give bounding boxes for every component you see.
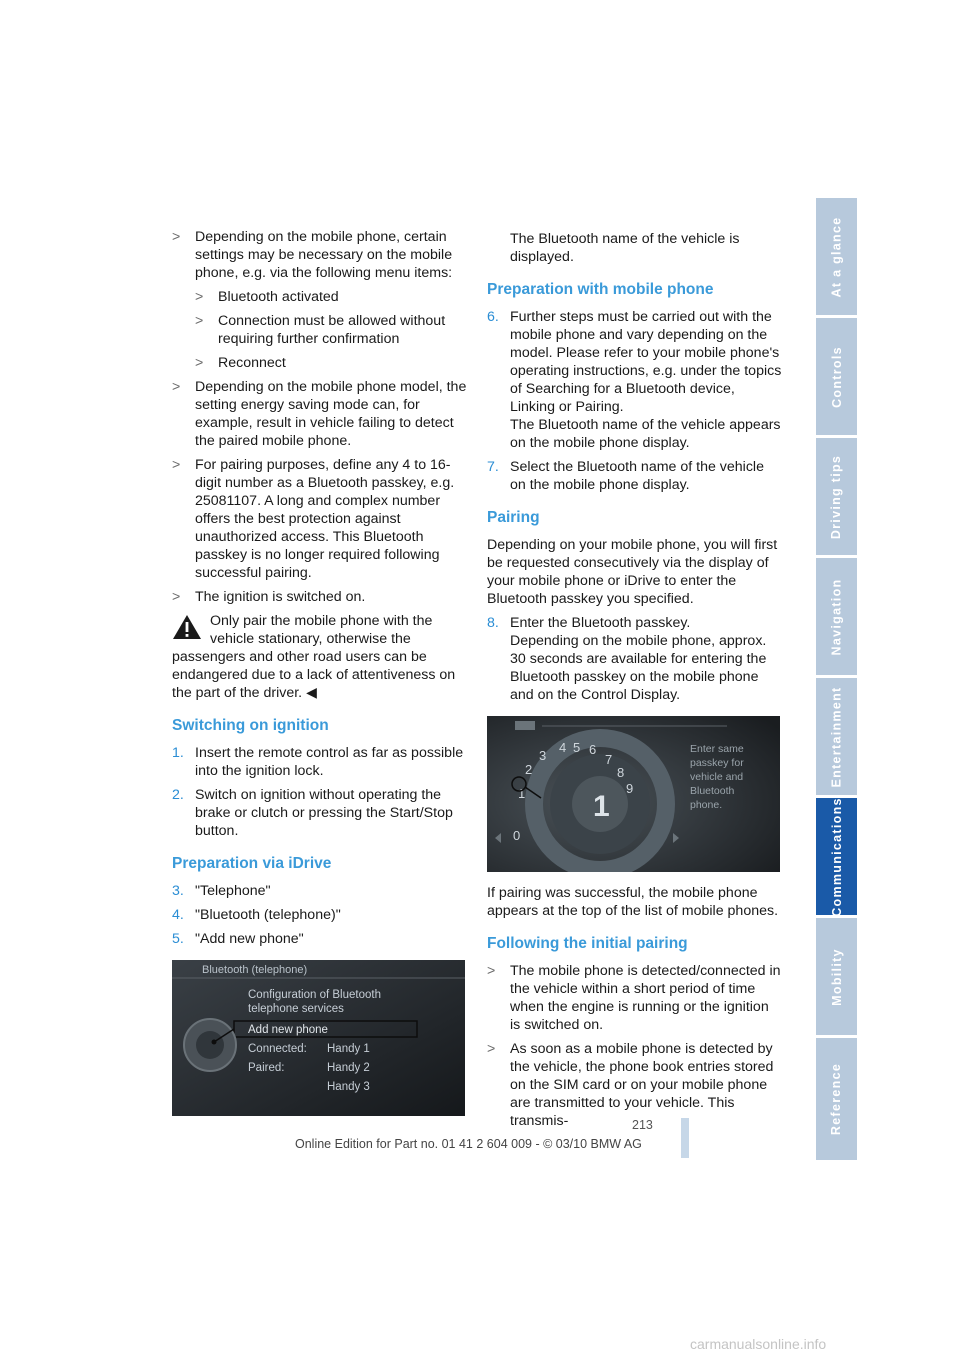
end-mark: ◀ (306, 685, 318, 701)
watermark: carmanualsonline.info (690, 1336, 827, 1352)
list-item: > The ignition is switched on. (172, 589, 366, 605)
svg-text:phone.: phone. (690, 799, 723, 811)
svg-text:7: 7 (605, 752, 613, 767)
screen2-center: 1 (593, 790, 610, 823)
right-column (487, 230, 782, 1136)
bullet-marker: > (172, 229, 181, 245)
screen-line2: telephone services (248, 1003, 344, 1015)
tab-driving-tips[interactable]: Driving tips (816, 438, 857, 555)
list-item: > Depending on the mobile phone model, the setting energy saving mode can, for example, result in vehicle failing to detect the paired mobile phone. (172, 379, 467, 449)
success-paragraph: If pairing was successful, the mobile phone appears at the top of the list of mobile phones. (487, 885, 779, 919)
continuation-text: The Bluetooth name of the vehicle is displayed. (510, 231, 740, 265)
list-item: > Connection must be allowed without requiring further confirmation (195, 313, 446, 347)
svg-text:5: 5 (573, 740, 581, 755)
warning-icon (172, 614, 202, 640)
heading-pairing: Pairing (487, 509, 540, 526)
svg-text:0: 0 (513, 828, 521, 843)
screen-line1: Configuration of Bluetooth (248, 989, 381, 1001)
list-item: 8. Enter the Bluetooth passkey. Depending on the mobile phone, approx. 30 seconds are available for entering the Bluetooth passkey on the mobile phone and on the Control Display. (487, 615, 767, 703)
list-item: > Depending on the mobile phone, certain settings may be necessary on the mobile phone, e.g. via the following menu items: > Bluetooth activated > Connection must be allowed without requiring further confirmation > Reconnect (172, 228, 467, 372)
tab-at-a-glance[interactable]: At a glance (816, 198, 857, 315)
tab-navigation[interactable]: Navigation (816, 558, 857, 675)
list-item: > For pairing purposes, define any 4 to 16-digit number as a Bluetooth passkey, e.g. 25081107. A long and complex number offers the best protection against unauthorized access. This Bluetooth passkey is no longer required following successful pairing. (172, 457, 455, 581)
page-number: 213 (632, 1118, 653, 1132)
svg-text:vehicle and: vehicle and (690, 771, 744, 783)
tab-communications[interactable]: Communications (816, 798, 857, 915)
svg-text:8: 8 (617, 765, 625, 780)
heading-following-initial-pairing: Following the initial pairing (487, 935, 688, 952)
bluetooth-menu-screenshot (172, 960, 465, 1116)
list-item: 6. Further steps must be carried out with the mobile phone and vary depending on the model. Please refer to your mobile phone's operating instructions, e.g. under the topics of Searching for a Bluetooth device, Linking or Pairing. The Bluetooth name of the vehicle appears on the mobile phone display. (487, 309, 782, 451)
list-item: 1. Insert the remote control as far as possible into the ignition lock. (172, 745, 464, 779)
passkey-entry-screenshot (487, 716, 780, 872)
pairing-paragraph: Depending on your mobile phone, you will first be requested consecutively via the display of your mobile phone or iDrive to enter the Bluetooth passkey you specified. (487, 537, 778, 607)
svg-text:Handy 2: Handy 2 (327, 1062, 370, 1074)
sub-list (195, 288, 467, 372)
list-item: > The mobile phone is detected/connected in the vehicle within a short period of time when the engine is running or the ignition is switched on. (487, 963, 781, 1033)
svg-text:4: 4 (559, 740, 567, 755)
screen-title: Bluetooth (telephone) (202, 964, 308, 976)
list-item: 3. "Telephone" (172, 883, 271, 899)
svg-text:Bluetooth: Bluetooth (690, 785, 735, 797)
svg-text:6: 6 (589, 742, 597, 757)
list-item: > Bluetooth activated (195, 289, 339, 305)
svg-text:Enter same: Enter same (690, 743, 744, 755)
svg-text:passkey for: passkey for (690, 757, 744, 769)
left-column (172, 228, 467, 1128)
list-item: 7. Select the Bluetooth name of the vehicle on the mobile phone display. (487, 459, 764, 493)
list-item: 5. "Add new phone" (172, 931, 304, 947)
list-item: > Reconnect (195, 355, 286, 371)
svg-text:Paired:: Paired: (248, 1062, 285, 1074)
warning-note (172, 612, 467, 702)
heading-switching-on-ignition: Switching on ignition (172, 717, 329, 734)
heading-preparation-via-idrive: Preparation via iDrive (172, 855, 332, 872)
screen-selected-item: Add new phone (248, 1024, 328, 1036)
list-item: > As soon as a mobile phone is detected by the vehicle, the phone book entries stored on the SIM card or on your mobile phone are transmitted to your vehicle. This transmis- (487, 1041, 774, 1129)
tab-controls[interactable]: Controls (816, 318, 857, 435)
tab-reference[interactable]: Reference (816, 1038, 857, 1160)
svg-text:Connected:: Connected: (248, 1043, 307, 1055)
footer-text: Online Edition for Part no. 01 41 2 604 009 - © 03/10 BMW AG (295, 1137, 642, 1151)
list-item: 2. Switch on ignition without operating the brake or clutch or pressing the Start/Stop button. (172, 787, 453, 839)
svg-text:2: 2 (525, 762, 533, 777)
svg-text:3: 3 (539, 748, 547, 763)
section-tabs (816, 198, 857, 1160)
list-item: 4. "Bluetooth (telephone)" (172, 907, 341, 923)
footer-bar (681, 1118, 689, 1158)
svg-text:9: 9 (626, 781, 634, 796)
tab-mobility[interactable]: Mobility (816, 918, 857, 1035)
warning-text: Only pair the mobile phone with the vehicle stationary, otherwise the passengers and other road users can be endangered due to a lack of attentiveness on the part of the driver. (172, 613, 456, 701)
svg-text:1: 1 (518, 786, 526, 801)
tab-entertainment[interactable]: Entertainment (816, 678, 857, 795)
heading-preparation-with-mobile-phone: Preparation with mobile phone (487, 281, 714, 298)
svg-text:Handy 3: Handy 3 (327, 1081, 370, 1093)
svg-text:Handy 1: Handy 1 (327, 1043, 370, 1055)
